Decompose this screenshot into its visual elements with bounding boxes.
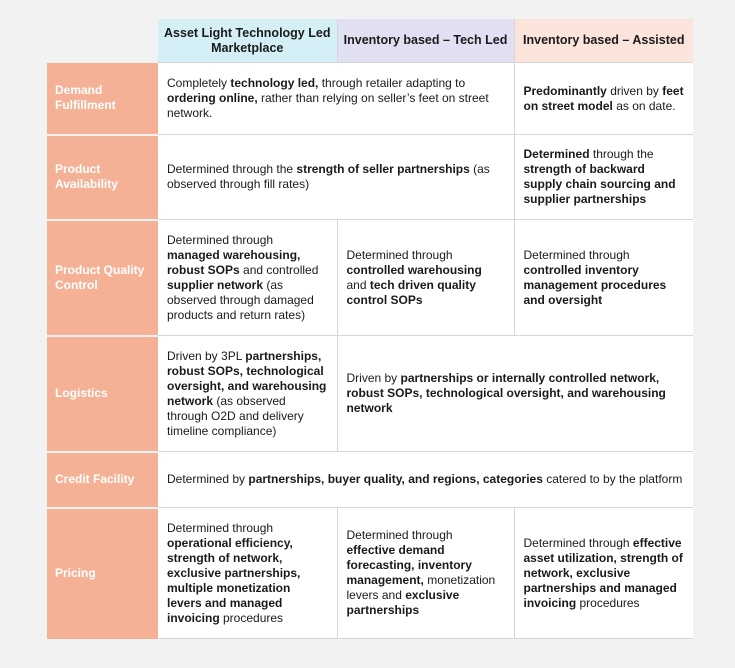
cell-text-run: catered to by the platform [542, 472, 683, 486]
row-label-credit-facility: Credit Facility [47, 452, 158, 508]
cell-text-run: (as observed through O2D and delivery timeline compliance) [167, 393, 304, 438]
cell-text-run: (as observed through fill rates) [167, 162, 490, 191]
cell-text-run: and [346, 277, 370, 292]
cell-text-run: operational efficiency, strength of network, exclusive partnerships, multiple monetization levers and managed invoicing [167, 535, 301, 625]
cell-text-run: Predominantly [523, 83, 607, 98]
cell-text-run: controlled warehousing [346, 262, 482, 277]
cell-text-run: Determined [523, 147, 590, 161]
cell-text-run: Determined through [167, 232, 274, 247]
cell-text-run: Determined through [346, 528, 453, 542]
cell-text-run: partnerships, buyer quality, and regions, categories [248, 472, 543, 486]
row-label-product-availability: Product Availability [47, 135, 158, 220]
cell-text-run: Completely [167, 76, 231, 90]
cell-text-run: strength of backward supply chain sourcing and supplier partnerships [523, 162, 676, 206]
cell-text-run: rather than relying on seller’s feet on street network. [167, 91, 489, 120]
cell-text-run: Determined through [346, 247, 453, 262]
cell-text-run: Driven by [346, 371, 401, 385]
row-logistics [47, 336, 693, 452]
cell-text-run: (as observed through damaged products and return rates) [167, 277, 314, 322]
cell-text-run: strength of seller partnerships [296, 162, 470, 176]
cell-text-run: tech driven quality control SOPs [346, 277, 476, 307]
cell-text-run: exclusive partnerships [346, 588, 460, 617]
cell-text-run: partnerships or internally controlled network, robust SOPs, technological oversight, and warehousing network [346, 371, 666, 415]
cell-text-run: Determined through [167, 520, 274, 535]
cell-pricing-assisted [514, 508, 693, 639]
cell-availability-assisted [514, 135, 693, 220]
cell-text-run: partnerships, robust SOPs, technological oversight, and warehousing network [167, 348, 327, 408]
header-corner [47, 19, 158, 63]
header-inventory-assisted: Inventory based – Assisted [514, 19, 693, 63]
cell-text-run: managed warehousing, robust SOPs [167, 247, 301, 277]
cell-text-run: feet on street model [523, 83, 684, 113]
cell-quality-asset-light [158, 220, 337, 336]
cell-text-run: effective demand forecasting, inventory management, [346, 543, 472, 587]
cell-quality-tech-led [337, 220, 514, 336]
comparison-table [47, 19, 693, 639]
cell-text-run: supplier network [167, 277, 264, 292]
header-inventory-tech-led: Inventory based – Tech Led [337, 19, 514, 63]
header-asset-light: Asset Light Technology Led Marketplace [158, 19, 337, 63]
cell-text-run: ordering online, [167, 91, 258, 105]
cell-text-run: effective asset utilization, strength of network, exclusive partnerships and managed invoicing [523, 535, 683, 610]
cell-credit-merged [158, 452, 693, 508]
cell-logistics-merged [337, 336, 693, 452]
cell-text-run: Determined by [167, 472, 249, 486]
cell-text-run: technology led, [230, 76, 319, 90]
cell-pricing-asset-light [158, 508, 337, 639]
cell-text-run: Determined through [523, 247, 630, 262]
row-product-quality-control [47, 220, 693, 336]
row-label-demand-fulfillment: Demand Fulfillment [47, 63, 158, 135]
cell-text-run: Determined through [523, 535, 633, 550]
cell-text-run: Determined through the [167, 162, 297, 176]
cell-text-run: driven by [606, 83, 663, 98]
cell-text-run: procedures [576, 595, 640, 610]
cell-text-run: as on date. [612, 98, 676, 113]
row-label-product-quality-control: Product Quality Control [47, 220, 158, 336]
cell-quality-assisted [514, 220, 693, 336]
cell-availability-merged [158, 135, 514, 220]
row-product-availability [47, 135, 693, 220]
row-demand-fulfillment [47, 63, 693, 135]
cell-text-run: through retailer adapting to [318, 76, 466, 90]
cell-demand-merged [158, 63, 514, 135]
cell-text-run: through the [589, 147, 654, 161]
cell-text-run: Driven by 3PL [167, 348, 246, 363]
cell-pricing-tech-led [337, 508, 514, 639]
row-label-logistics: Logistics [47, 336, 158, 452]
row-pricing [47, 508, 693, 639]
header-row [47, 19, 693, 63]
row-label-pricing: Pricing [47, 508, 158, 639]
cell-logistics-asset-light [158, 336, 337, 452]
row-credit-facility [47, 452, 693, 508]
cell-text-run: controlled inventory management procedures and oversight [523, 262, 667, 307]
cell-text-run: monetization levers and [346, 573, 496, 602]
cell-demand-assisted [514, 63, 693, 135]
cell-text-run: procedures [219, 610, 284, 625]
cell-text-run: and controlled [239, 262, 319, 277]
